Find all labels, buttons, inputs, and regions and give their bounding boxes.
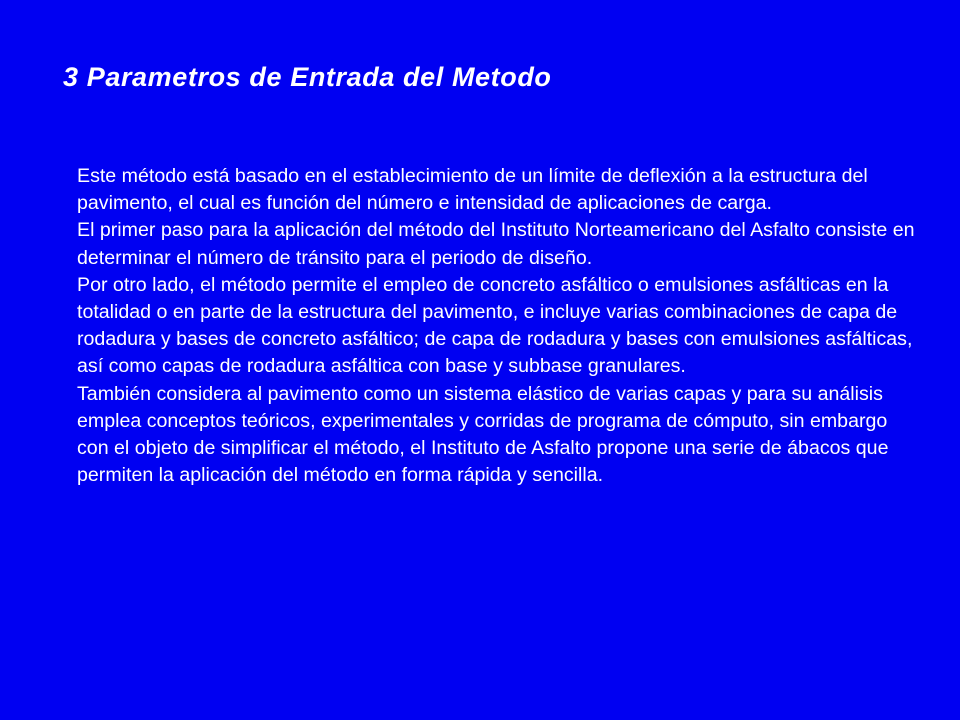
body-paragraph-3: Por otro lado, el método permite el empleo de concreto asfáltico o emulsiones asfálticas en la totalidad o en parte de la estructura del pavimento, e incluye varias combinaciones de capa de rodadura y bases de concreto asfáltico; de capa de rodadura y bases con emulsiones asfálticas, así como capas de rodadura asfáltica con base y subbase granulares. bbox=[77, 273, 913, 378]
body-paragraph-1: Este método está basado en el establecimiento de un límite de deflexión a la estructura del pavimento, el cual es función del número e intensidad de aplicaciones de carga. bbox=[77, 165, 868, 215]
slide-title: 3 Parametros de Entrada del Metodo bbox=[63, 62, 552, 92]
body-paragraph-2: El primer paso para la aplicación del método del Instituto Norteamericano del Asfalto consiste en determinar el número de tránsito para el periodo de diseño. bbox=[77, 219, 915, 269]
slide-body bbox=[77, 163, 917, 489]
body-paragraph-4: También considera al pavimento como un sistema elástico de varias capas y para su análisis emplea conceptos teóricos, experimentales y corridas de programa de cómputo, sin embargo con el objeto de simplificar el método, el Instituto de Asfalto propone una serie de ábacos que permiten la aplicación del método en forma rápida y sencilla. bbox=[77, 382, 889, 487]
